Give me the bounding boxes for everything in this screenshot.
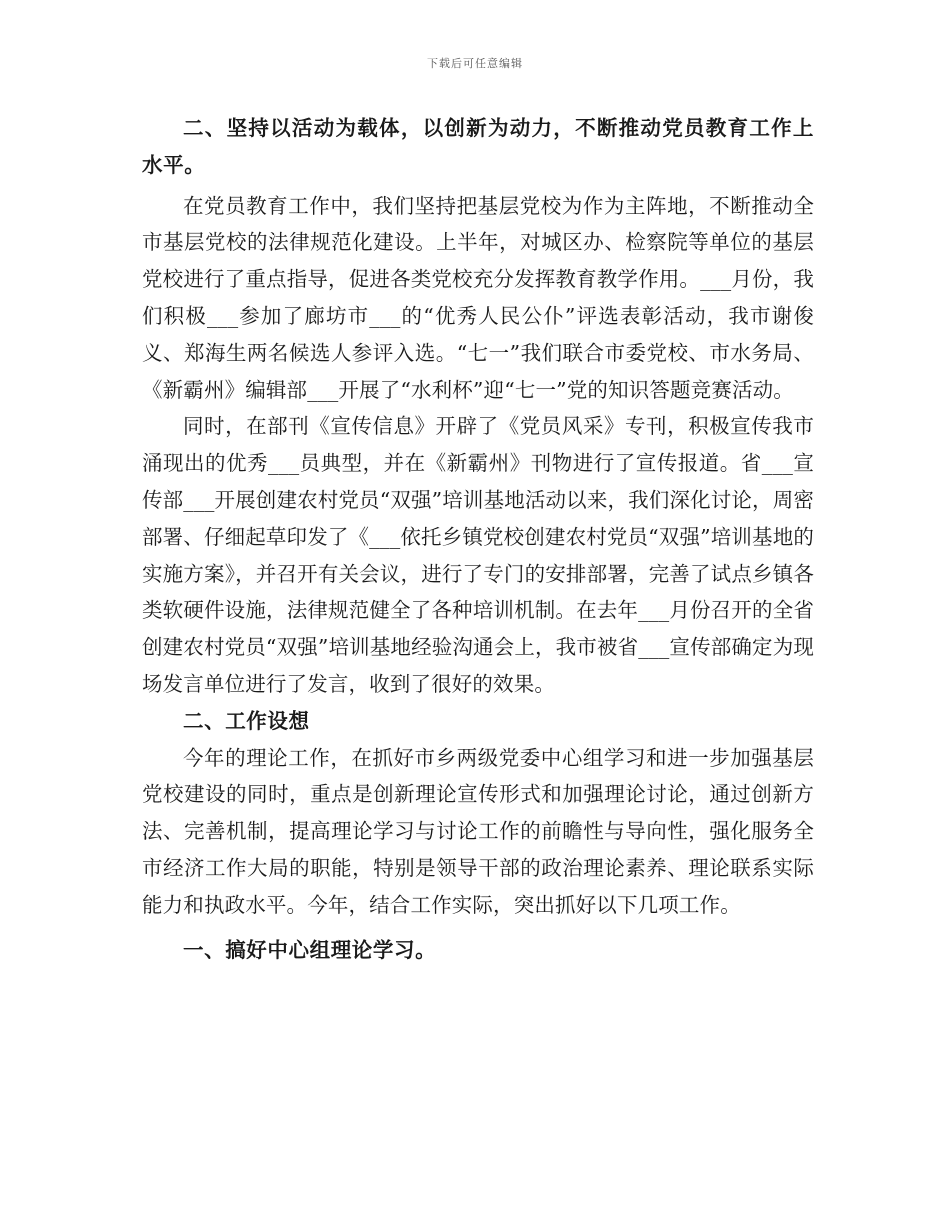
section-heading-activities: 二、坚持以活动为载体，以创新为动力，不断推动党员教育工作上水平。 <box>142 116 814 177</box>
paragraph-party-school: 在党员教育工作中，我们坚持把基层党校为作为主阵地，不断推动全市基层党校的法律规范化建设。上半年，对城区办、检察院等单位的基层党校进行了重点指导，促进各类党校充分发挥教育教学作用。___月份，我们积极___参加了廊坊市___的“优秀人民公仆”评选表彰活动，我市谢俊义、郑海生两名候选人参评入选。“七一”我们联合市委党校、市水务局、《新霸州》编辑部___开展了“水利杯”迎“七一”党的知识答题竞赛活动。 <box>142 193 814 402</box>
paragraph-publicity: 同时，在部刊《宣传信息》开辟了《党员风采》专刊，积极宣传我市涌现出的优秀___员典型，并在《新霸州》刊物进行了宣传报道。省___宣传部___开展创建农村党员“双强”培训基地活动以来，我们深化讨论，周密部署、仔细起草印发了《___依托乡镇党校创建农村党员“双强”培训基地的实施方案》，并召开有关会议，进行了专门的安排部署，完善了试点乡镇各类软硬件设施，法律规范健全了各种培训机制。在去年___月份召开的全省创建农村党员“双强”培训基地经验沟通会上，我市被省___宣传部确定为现场发言单位进行了发言，收到了很好的效果。 <box>142 414 814 696</box>
paragraph-theory-work: 今年的理论工作，在抓好市乡两级党委中心组学习和进一步加强基层党校建设的同时，重点是创新理论宣传形式和加强理论讨论，通过创新方法、完善机制，提高理论学习与讨论工作的前瞻性与导向性，强化服务全市经济工作大局的职能，特别是领导干部的政治理论素养、理论联系实际能力和执政水平。今年，结合工作实际，突出抓好以下几项工作。 <box>142 745 814 917</box>
section-heading-work-plan: 二、工作设想 <box>183 708 310 733</box>
page-header-note: 下载后可任意编辑 <box>427 57 523 70</box>
section-heading-center-group-study: 一、搞好中心组理论学习。 <box>183 937 437 962</box>
document-body <box>142 110 814 968</box>
